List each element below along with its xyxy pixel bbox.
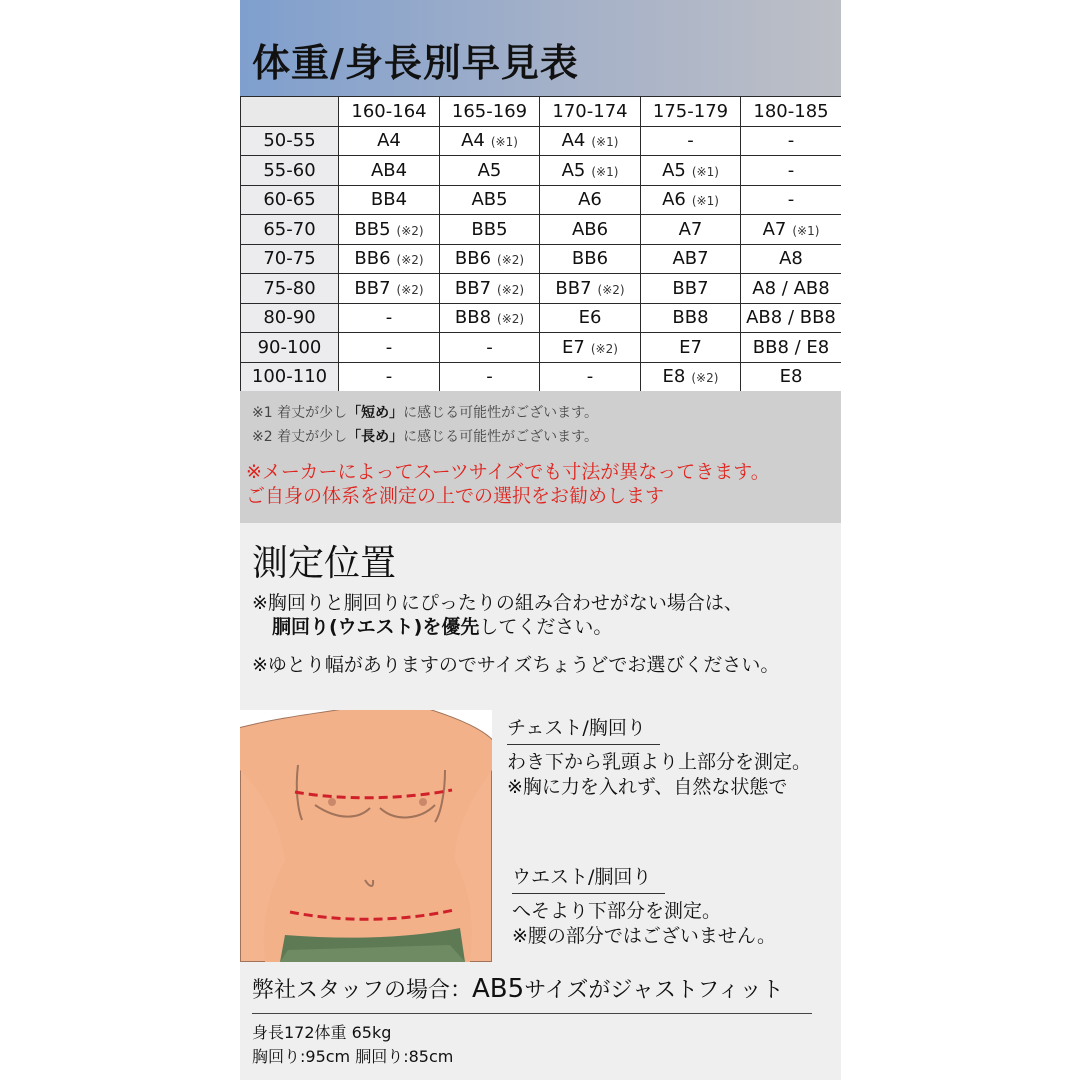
size-cell [540, 362, 641, 392]
staff-prefix: 弊社スタッフの場合： [252, 978, 473, 1003]
size-note: (※2) [691, 371, 719, 386]
size-cell [641, 185, 741, 215]
table-row [241, 362, 842, 392]
size-value: E6 [578, 307, 602, 329]
size-value: - [385, 336, 393, 358]
staff-size: AB5 [472, 974, 525, 1004]
size-cell [339, 362, 440, 392]
size-cell [641, 333, 741, 363]
staff-stats-2: 胸回り:95cm 胴回り:85cm [252, 1047, 454, 1066]
measure-note-1: ※胸回りと胴回りにぴったりの組み合わせがない場合は、 [252, 592, 743, 614]
size-note: (※1) [591, 135, 619, 150]
height-column-header: 180-185 [741, 97, 842, 127]
weight-row-header: 50-55 [241, 126, 339, 156]
footnote-2-text: ※2 着丈が少し [252, 429, 348, 445]
size-value: A4 [561, 130, 586, 152]
staff-suffix: サイズがジャストフィット [524, 978, 784, 1003]
size-value: A5 [477, 159, 502, 181]
waist-label: ウエスト/胴回り [512, 862, 665, 894]
table-corner-cell [241, 97, 339, 127]
size-cell [641, 156, 741, 186]
body-illustration [240, 710, 492, 962]
footnote-2-emphasis: 「長め」 [347, 429, 404, 445]
size-note: (※2) [396, 223, 424, 238]
size-note: (※2) [396, 282, 424, 297]
size-cell [741, 362, 842, 392]
table-row [241, 215, 842, 245]
size-value: A7 [762, 218, 787, 240]
weight-row-header: 55-60 [241, 156, 339, 186]
weight-row-header: 65-70 [241, 215, 339, 245]
size-guide-panel [240, 0, 841, 1080]
size-value: E7 [679, 336, 702, 358]
size-cell [741, 274, 842, 304]
size-value: - [586, 366, 594, 388]
size-value: BB7 [454, 277, 492, 299]
size-value: - [687, 130, 694, 152]
size-note: (※1) [792, 223, 820, 238]
size-note: (※1) [490, 135, 518, 150]
size-cell [440, 215, 540, 245]
size-value: BB4 [370, 189, 408, 211]
waist-desc-line-1: へそより下部分を測定。 [512, 900, 722, 922]
size-value: A7 [678, 218, 703, 240]
divider [252, 1013, 812, 1014]
footnote-2-text-end: に感じる可能性がございます。 [403, 429, 598, 445]
size-cell [641, 215, 741, 245]
size-cell [540, 333, 641, 363]
size-table [240, 96, 841, 392]
size-value: E8 [662, 366, 686, 388]
size-value: A6 [578, 189, 602, 211]
height-column-header: 160-164 [339, 97, 440, 127]
size-cell [440, 303, 540, 333]
size-note: (※1) [691, 194, 719, 209]
weight-row-header: 70-75 [241, 244, 339, 274]
size-note: (※1) [591, 164, 619, 179]
footnote-1-emphasis: 「短め」 [347, 405, 404, 421]
size-value: A5 [561, 159, 586, 181]
size-cell [440, 126, 540, 156]
size-note: (※1) [691, 164, 719, 179]
size-value: BB5 [354, 218, 391, 240]
size-value: - [787, 159, 795, 181]
size-cell [741, 303, 842, 333]
table-row [241, 185, 842, 215]
warning-line-1: ※メーカーによってスーツサイズでも寸法が異なってきます。 [246, 461, 770, 483]
chest-description [507, 750, 811, 800]
height-column-header: 170-174 [540, 97, 641, 127]
measure-note-3: ※ゆとり幅がありますのでサイズちょうどでお選びください。 [252, 654, 780, 676]
staff-fit-line [252, 973, 784, 1004]
size-cell [741, 333, 842, 363]
size-value: BB6 [454, 248, 492, 270]
size-cell [540, 185, 641, 215]
header-banner [240, 0, 841, 96]
measure-note-2-emphasis: 胴回り(ウエスト)を優先 [272, 616, 480, 638]
footnote-2 [252, 426, 598, 446]
size-value: BB8 / E8 [752, 336, 830, 358]
weight-row-header: 100-110 [241, 362, 339, 392]
size-cell [540, 244, 641, 274]
table-row [241, 333, 842, 363]
size-note: (※2) [597, 282, 625, 297]
weight-row-header: 75-80 [241, 274, 339, 304]
height-column-header: 165-169 [440, 97, 540, 127]
table-row [241, 274, 842, 304]
size-cell [741, 126, 842, 156]
size-value: - [385, 307, 393, 329]
warning-line-2: ご自身の体系を測定の上での選択をお勧めします [246, 485, 665, 507]
size-cell [339, 156, 440, 186]
notes-box [240, 391, 841, 523]
size-note: (※2) [497, 282, 525, 297]
size-cell [741, 156, 842, 186]
size-value: - [486, 366, 493, 388]
waist-description [512, 899, 776, 949]
size-value: - [787, 189, 795, 211]
footnote-1 [252, 402, 598, 422]
size-cell [641, 303, 741, 333]
chest-label: チェスト/胸回り [507, 713, 660, 745]
size-value: BB5 [471, 218, 508, 240]
size-cell [540, 274, 641, 304]
size-value: AB5 [471, 189, 508, 211]
size-value: A4 [461, 130, 485, 152]
size-note: (※2) [497, 312, 525, 327]
size-cell [540, 156, 641, 186]
size-value: - [787, 130, 795, 152]
size-cell [339, 244, 440, 274]
staff-stats-1: 身長172体重 65kg [252, 1023, 392, 1042]
size-cell [440, 244, 540, 274]
size-value: A5 [662, 159, 686, 181]
chest-desc-line-2: ※胸に力を入れず、自然な状態で [507, 776, 788, 798]
chest-desc-line-1: わき下から乳頭より上部分を測定。 [507, 751, 812, 773]
size-cell [339, 185, 440, 215]
weight-row-header: 90-100 [241, 333, 339, 363]
size-value: A8 [779, 248, 803, 270]
size-cell [741, 185, 842, 215]
size-value: E8 [779, 366, 803, 388]
size-cell [641, 244, 741, 274]
table-row [241, 156, 842, 186]
size-cell [339, 215, 440, 245]
size-value: A6 [662, 189, 686, 211]
size-value: - [486, 336, 493, 358]
size-note: (※2) [497, 253, 525, 268]
size-cell [741, 215, 842, 245]
size-value: BB7 [354, 277, 391, 299]
size-value: BB8 [454, 307, 492, 329]
table-header-row [241, 97, 842, 127]
size-cell [440, 274, 540, 304]
size-cell [339, 274, 440, 304]
size-value: BB7 [555, 277, 592, 299]
weight-row-header: 60-65 [241, 185, 339, 215]
size-cell [641, 362, 741, 392]
size-value: BB7 [672, 277, 709, 299]
size-cell [741, 244, 842, 274]
size-value: BB8 [672, 307, 709, 329]
page-title: 体重/身長別早見表 [252, 41, 579, 85]
measure-note-2 [272, 612, 612, 639]
size-note: (※2) [590, 341, 618, 356]
size-value: AB8 / BB8 [746, 307, 836, 329]
size-note: (※2) [396, 253, 424, 268]
size-value: AB6 [571, 218, 609, 240]
size-cell [540, 215, 641, 245]
footnote-1-text-end: に感じる可能性がございます。 [403, 405, 598, 421]
size-value: A4 [377, 130, 401, 152]
size-cell [440, 185, 540, 215]
size-value: BB6 [571, 248, 609, 270]
size-cell [641, 274, 741, 304]
weight-row-header: 80-90 [241, 303, 339, 333]
size-cell [540, 126, 641, 156]
size-value: BB6 [354, 248, 391, 270]
size-cell [339, 333, 440, 363]
table-row [241, 126, 842, 156]
size-value: E7 [562, 336, 585, 358]
size-value: AB4 [370, 159, 408, 181]
size-cell [339, 126, 440, 156]
size-cell [440, 333, 540, 363]
measure-section-title: 測定位置 [252, 543, 397, 584]
waist-desc-line-2: ※腰の部分ではございません。 [512, 925, 777, 947]
size-cell [641, 126, 741, 156]
size-cell [440, 156, 540, 186]
size-cell [339, 303, 440, 333]
size-value: A8 / AB8 [752, 277, 830, 299]
size-cell [440, 362, 540, 392]
table-row [241, 303, 842, 333]
torso-figure [240, 710, 492, 962]
size-value: AB7 [672, 248, 709, 270]
size-cell [540, 303, 641, 333]
size-value: - [385, 366, 393, 388]
measure-note-2-text: してください。 [479, 616, 613, 638]
footnote-1-text: ※1 着丈が少し [252, 405, 348, 421]
height-column-header: 175-179 [641, 97, 741, 127]
table-row [241, 244, 842, 274]
